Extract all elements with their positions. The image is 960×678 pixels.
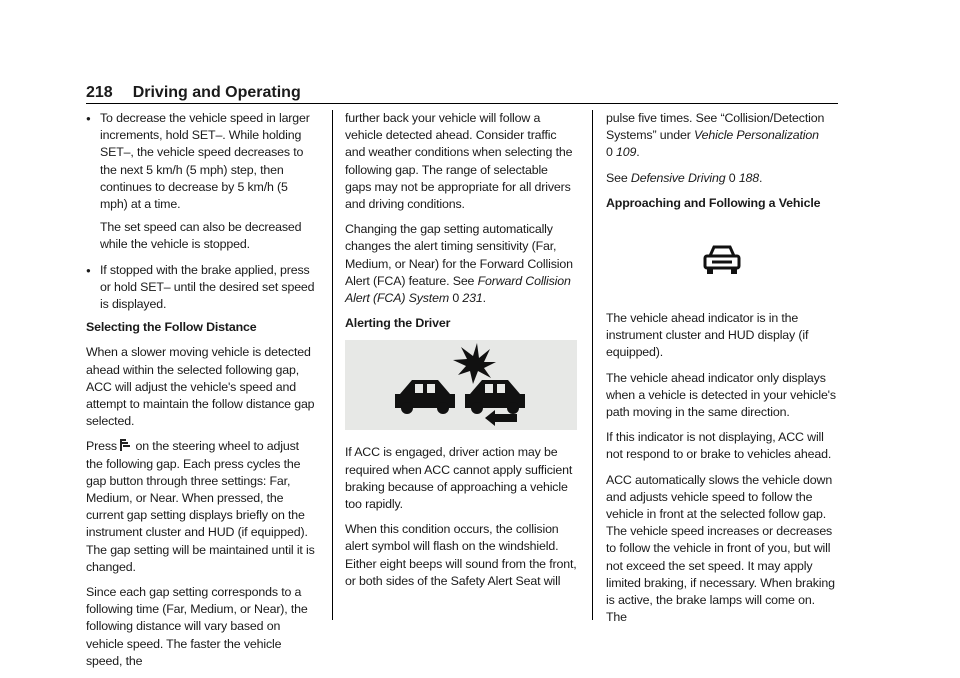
cross-reference-link[interactable]: Vehicle Personalization (693, 128, 819, 143)
section-heading: Approaching and Following a Vehicle (606, 195, 821, 210)
vehicle-ahead-indicator (606, 220, 838, 300)
paragraph: further back your vehicle will follow a vehicle detected ahead. Consider traffic and weather conditions when selecting the following gap. The range of selectable gaps may not be appropriate for all drivers and driving conditions. (345, 111, 573, 212)
column-3 (606, 110, 838, 634)
vehicle-ahead-icon (702, 244, 742, 276)
page-header (86, 82, 838, 104)
follow-gap-icon (120, 439, 130, 451)
column-1 (86, 110, 318, 678)
paragraph (86, 438, 318, 576)
paragraph: When a slower moving vehicle is detected ahead within the selected following gap, ACC will adjust the vehicle's speed and attempt to maintain the follow distance gap selected. (86, 345, 315, 429)
bullet-text: If stopped with the brake applied, press or hold SET– until the desired set speed is displayed. (100, 262, 315, 312)
section-title: Driving and Operating (132, 84, 301, 101)
car-left-icon (395, 380, 455, 414)
cross-reference-link[interactable]: Forward Collision Alert (FCA) System (345, 273, 571, 306)
section-heading: Alerting the Driver (345, 316, 451, 331)
paragraph: ACC automatically slows the vehicle down and adjusts vehicle speed to follow the vehicle in front at the selected follow gap. The vehicle speed increases or decreases to follow the vehicle in front of you, but will not exceed the set speed. It may apply limited braking, if necessary. When braking is active, the brake lamps will come on. The (606, 472, 835, 625)
bullet-text: To decrease the vehicle speed in larger increments, hold SET–. While holding SET–, the vehicle speed decreases to the next 5 km/h (5 mph) step, then continues to decrease by 5 km/h (5 mph) at a time. (100, 111, 310, 212)
column-2 (345, 110, 577, 598)
text: pulse five times. See “Collision/Detection Systems” under (606, 111, 825, 143)
text: See (606, 170, 628, 185)
page-ref-icon: 0 (606, 145, 613, 160)
page-ref-number[interactable]: 109 (616, 145, 637, 160)
text: Press (86, 439, 117, 454)
paragraph: Since each gap setting corresponds to a following time (Far, Medium, or Near), the following distance will vary based on vehicle speed. The faster the vehicle speed, the (86, 585, 308, 668)
header-rule (86, 103, 838, 104)
text: on the steering wheel to adjust the following gap. Each press cycles the gap button through three settings: Far, Medium, or Near. When pressed, the current gap setting displays briefly on the instrument cluster and HUD (if equipped). The gap setting will be maintained until it is changed. (86, 439, 315, 574)
paragraph: If ACC is engaged, driver action may be required when ACC cannot apply sufficient braking because of approaching a vehicle too rapidly. (345, 445, 573, 512)
cross-reference-link[interactable]: Defensive Driving (630, 170, 726, 185)
paragraph: If this indicator is not displaying, ACC will not respond to or brake to vehicles ahead. (606, 430, 832, 462)
page-ref-number[interactable]: 188 (738, 170, 760, 185)
page-ref-icon: 0 (452, 291, 460, 306)
paragraph: The vehicle ahead indicator is in the instrument cluster and HUD display (if equipped). (606, 311, 809, 360)
paragraph: The vehicle ahead indicator only displays when a vehicle is detected in your vehicle's path moving in the same direction. (606, 370, 836, 420)
page-ref-icon: 0 (728, 170, 736, 185)
text: Changing the gap setting automatically changes the alert timing sensitivity (Far, Medium, or Near) for the Forward Collision Alert (FCA) feature. See (345, 222, 573, 288)
paragraph: When this condition occurs, the collision alert symbol will flash on the windshield. Either eight beeps will sound from the front, or both sides of the Safety Alert Seat will (345, 522, 577, 588)
collision-alert-illustration (345, 340, 577, 430)
paragraph: See Defensive Driving 0 188. (606, 170, 763, 185)
page-number: 218 (86, 84, 113, 101)
paragraph: Changing the gap setting automatically changes the alert timing sensitivity (Far, Medium, or Near) for the Forward Collision Alert (FCA) feature. See Forward Collision Alert (FCA) System 0 231. (345, 222, 573, 306)
impact-star-icon (453, 343, 496, 384)
car-right-icon (465, 380, 525, 414)
paragraph: pulse five times. See “Collision/Detection Systems” under Vehicle Personalization 0 109. (606, 111, 825, 160)
page-ref-number[interactable]: 231 (462, 291, 483, 306)
column-divider (592, 110, 593, 620)
bullet-note: The set speed can also be decreased while the vehicle is stopped. (100, 220, 302, 252)
section-heading: Selecting the Follow Distance (86, 320, 257, 335)
bullet-item (86, 262, 318, 314)
bullet-item (86, 110, 318, 213)
collision-alert-graphic (345, 340, 577, 430)
column-divider (332, 110, 333, 620)
